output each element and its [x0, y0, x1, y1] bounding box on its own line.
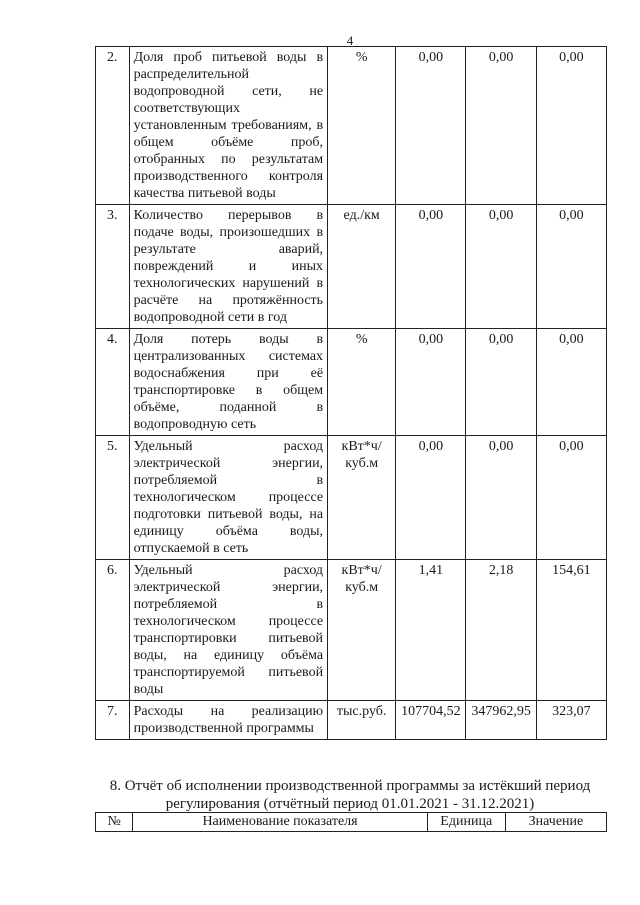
header-value: Значение [505, 813, 606, 832]
value-cell-1: 0,00 [396, 47, 466, 205]
table-row [96, 436, 607, 560]
table-row [96, 701, 607, 740]
indicator-name: Расходы на реализацию производственной программы [129, 701, 327, 740]
unit-cell: % [328, 47, 396, 205]
page-number: 4 [346, 33, 354, 48]
unit-cell: % [328, 329, 396, 436]
indicator-name: Доля проб питьевой воды в распределительной водопроводной сети, не соответствующих установленным требованиям, в общем объёме проб, отобранных по результатам производственного контроля качества питьевой воды [129, 47, 327, 205]
unit-cell: ед./км [328, 205, 396, 329]
indicator-name: Удельный расход электрической энергии, потребляемой в технологическом процессе подготовки питьевой воды, на единицу объёма воды, отпускаемой в сеть [129, 436, 327, 560]
value-cell-2: 0,00 [466, 436, 536, 560]
indicators-table [95, 46, 607, 740]
unit-cell: кВт*ч/ куб.м [328, 560, 396, 701]
unit-cell: тыс.руб. [328, 701, 396, 740]
table-row [96, 560, 607, 701]
table-row [96, 47, 607, 205]
value-cell-1: 1,41 [396, 560, 466, 701]
value-cell-2: 2,18 [466, 560, 536, 701]
row-number: 5. [96, 436, 130, 560]
value-cell-3: 0,00 [536, 329, 606, 436]
header-row [96, 813, 607, 832]
header-name: Наименование показателя [133, 813, 427, 832]
value-cell-3: 0,00 [536, 47, 606, 205]
row-number: 4. [96, 329, 130, 436]
row-number: 2. [96, 47, 130, 205]
indicator-name: Доля потерь воды в централизованных системах водоснабжения при её транспортировке в общем объёме, поданной в водопроводную сеть [129, 329, 327, 436]
value-cell-1: 0,00 [396, 205, 466, 329]
table-row [96, 329, 607, 436]
value-cell-1: 0,00 [396, 436, 466, 560]
indicator-name: Количество перерывов в подаче воды, произошедших в результате аварий, повреждений и иных технологических нарушений в расчёте на протяжённость водопроводной сети в год [129, 205, 327, 329]
row-number: 6. [96, 560, 130, 701]
value-cell-2: 0,00 [466, 329, 536, 436]
section-title: 8. Отчёт об исполнении производственной программы за истёкший период регулирования (отчётный период 01.01.2021 - 31.12.2021) [109, 778, 591, 812]
value-cell-1: 0,00 [396, 329, 466, 436]
value-cell-2: 0,00 [466, 47, 536, 205]
value-cell-2: 0,00 [466, 205, 536, 329]
value-cell-3: 154,61 [536, 560, 606, 701]
value-cell-3: 0,00 [536, 205, 606, 329]
report-table-header [95, 812, 607, 832]
value-cell-2: 347962,95 [466, 701, 536, 740]
value-cell-3: 0,00 [536, 436, 606, 560]
table-row [96, 205, 607, 329]
header-unit: Единица [427, 813, 505, 832]
value-cell-3: 323,07 [536, 701, 606, 740]
unit-cell: кВт*ч/ куб.м [328, 436, 396, 560]
row-number: 3. [96, 205, 130, 329]
indicator-name: Удельный расход электрической энергии, потребляемой в технологическом процессе транспортировки питьевой воды, на единицу объёма транспортируемой питьевой воды [129, 560, 327, 701]
value-cell-1: 107704,52 [396, 701, 466, 740]
row-number: 7. [96, 701, 130, 740]
header-num: № [96, 813, 133, 832]
